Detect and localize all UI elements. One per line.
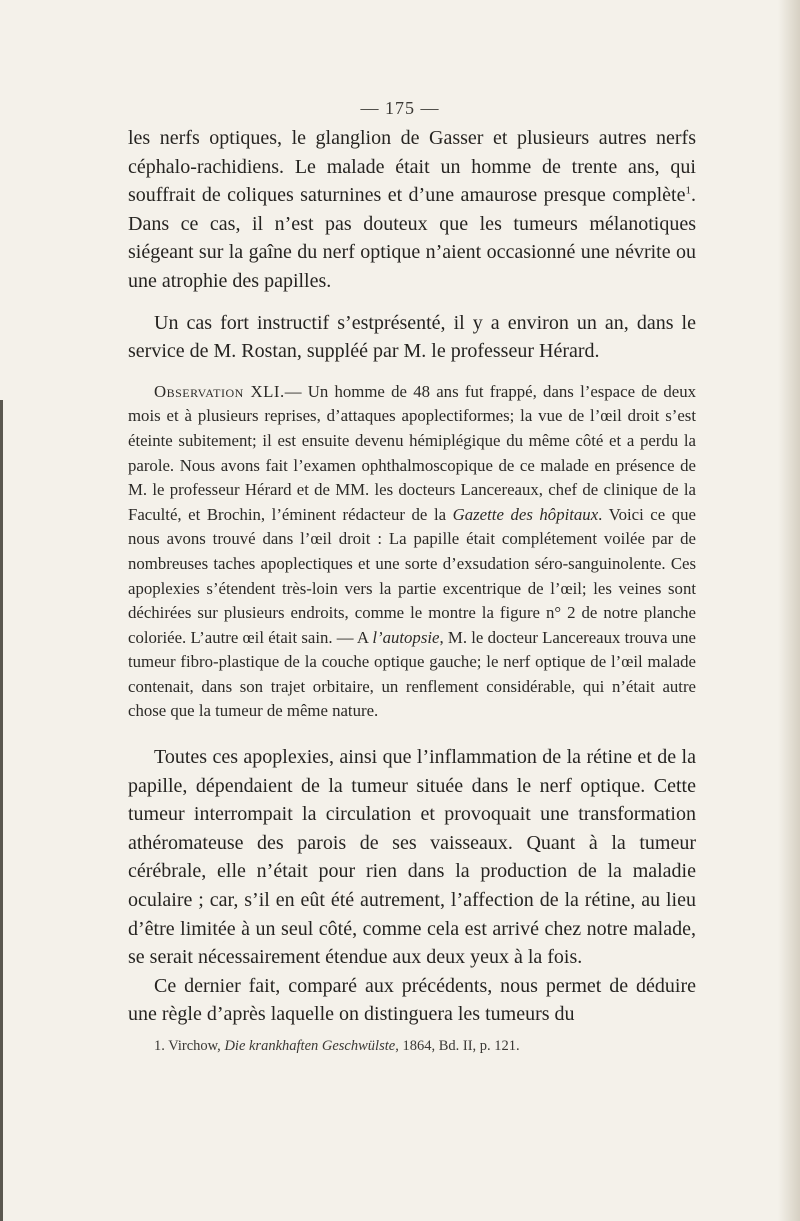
observation-text-1: — Un homme de 48 ans fut frappé, dans l’espace de deux mois et à plusieurs reprises, d’attaques apoplectiformes; la vue de l’œil droit s’est éteinte subitement; il est ensuite devenu hémiplégique du même côté et a perdu la parole. Nous avons fait l’examen ophthalmoscopique de ce malade en présence de M. le professeur Hérard et de MM. les docteurs Lancereaux, chef de clinique de la Faculté, et Brochin, l’éminent rédacteur de la: [128, 381, 697, 524]
footnote-number: 1.: [154, 1038, 165, 1054]
observation-italic-2: l’autopsie: [372, 627, 440, 647]
binding-edge: [0, 400, 3, 1221]
paragraph-1: [128, 124, 696, 296]
paragraph-1-text: les nerfs optiques, le glanglion de Gasser et plusieurs autres nerfs céphalo-rachidiens. Le malade était un homme de trente ans, qui souffrait de coliques saturnines et d’une amaurose presque complète: [128, 127, 696, 207]
observation-italic-1: Gazette des hôpitaux: [452, 504, 599, 524]
footnote-author: Virchow,: [168, 1038, 225, 1054]
page-number: — 175 —: [360, 98, 440, 118]
footnote-title: Die krankhaften Geschwülste: [224, 1038, 396, 1054]
observation-text-2: . Voici ce que nous avons trouvé dans l’œil droit : La papille était complétement voilée par de nombreuses taches apoplectiques et une sorte d’exsudation séro-sanguinolente. Ces apoplexies s’étendent très-loin vers la partie excentrique de l’œil; les veines sont déchirées sur plusieurs endroits, comme le montre la figure n° 2 de notre planche coloriée. L’autre œil était sain. — A: [128, 504, 697, 647]
page-body: [128, 124, 696, 1056]
paragraph-1-tail: . Dans ce cas, il n’est pas douteux que les tumeurs mélanotiques siégeant sur la gaîne du nerf optique n’aient occasionné une névrite ou une atrophie des papilles.: [128, 184, 696, 292]
page-edge-shadow: [778, 0, 800, 1221]
paragraph-2: Un cas fort instructif s’estprésenté, il y a environ un an, dans le service de M. Rostan, suppléé par M. le professeur Hérard.: [128, 311, 696, 363]
footnote: [128, 1036, 696, 1056]
observation-block: [128, 380, 696, 724]
footnote-rest: , 1864, Bd. II, p. 121.: [395, 1038, 520, 1054]
paragraph-3: Toutes ces apoplexies, ainsi que l’inflammation de la rétine et de la papille, dépendaient de la tumeur située dans le nerf optique. Cette tumeur interrompait la circulation et provoquait une transformation athéromateuse des parois de ses vaisseaux. Quant à la tumeur cérébrale, elle n’était pour rien dans la production de la maladie oculaire ; car, s’il en eût été autrement, l’affection de la rétine, au lieu d’être limitée à un seul côté, comme cela est arrivé chez notre malade, se serait nécessairement étendue aux deux yeux à la fois.: [128, 746, 696, 969]
paragraph-4: Ce dernier fait, comparé aux précédents, nous permet de déduire une règle d’après laquelle on distinguera les tumeurs du: [128, 974, 696, 1026]
footnote-reference: 1: [685, 184, 691, 197]
observation-label: Observation XLI.: [154, 381, 285, 401]
observation-text-3: , M. le docteur Lancereaux trouva une tumeur fibro-plastique de la couche optique gauche; le nerf optique de l’œil malade contenait, dans son trajet orbitaire, un renflement considérable, qui n’était autre chose que la tumeur de même nature.: [128, 627, 696, 721]
